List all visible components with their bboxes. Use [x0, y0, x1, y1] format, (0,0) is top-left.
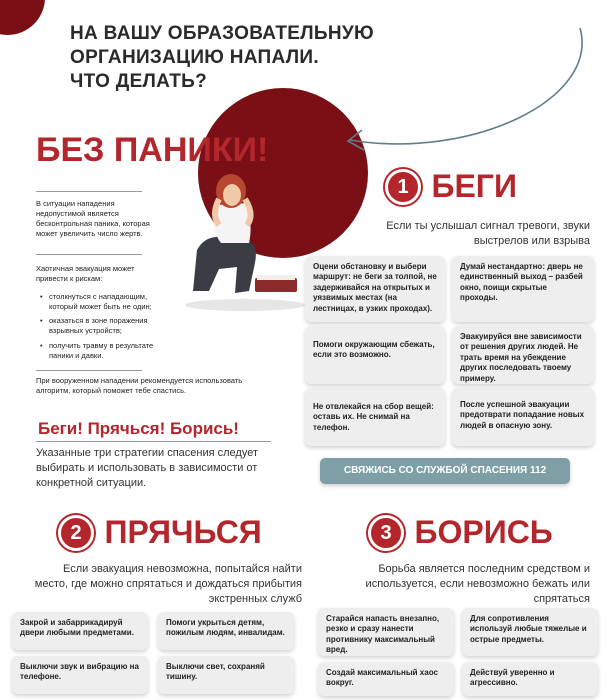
list-item: • оказаться в зоне поражения взрывных устройств;: [40, 316, 168, 336]
fight-card: Старайся напасть внезапно, резко и сразу нанести противнику максимальный вред.: [318, 608, 454, 656]
list-item: • столкнуться с нападающим, который может быть не один;: [40, 292, 168, 312]
divider: [36, 370, 142, 371]
run-card: Не отвлекайся на сбор вещей: оставь их. Не снимай на телефон.: [305, 388, 445, 446]
fight-title: БОРИСЬ: [414, 514, 553, 550]
hide-card: Закрой и забаррикадируй двери любыми предметами.: [12, 612, 148, 650]
hide-card: Выключи звук и вибрацию на телефоне.: [12, 656, 148, 694]
run-subtitle: Если ты услышал сигнал тревоги, звуки выстрелов или взрыва: [386, 220, 590, 247]
step-number-badge: 1: [385, 169, 421, 205]
title-line: НА ВАШУ ОБРАЗОВАТЕЛЬНУЮ: [70, 23, 374, 44]
run-card: Думай нестандартно: дверь не единственный выход – разбей окно, поищи скрытые проходы.: [452, 256, 594, 322]
fight-card: Создай максимальный хаос вокруг.: [318, 662, 454, 696]
step-number-badge: 3: [368, 515, 404, 551]
risks-intro: Хаотичная эвакуация может привести к рискам:: [36, 264, 135, 284]
divider: [36, 441, 271, 442]
title-line: ЧТО ДЕЛАТЬ?: [70, 70, 208, 92]
intro-paragraph: В ситуации нападения недопустимой является бесконтрольная паника, которая может увеличить число жертв.: [36, 199, 150, 239]
main-heading: БЕЗ ПАНИКИ!: [36, 131, 269, 169]
step-number-badge: 2: [58, 515, 94, 551]
divider: [36, 191, 142, 192]
run-card: После успешной эвакуации предотврати попадание новых людей в опасную зону.: [452, 388, 594, 446]
title-line: ОРГАНИЗАЦИЮ НАПАЛИ.: [70, 46, 319, 68]
hide-heading: [58, 514, 262, 551]
fight-card: Для сопротивления используй любые тяжелые и острые предметы.: [462, 608, 598, 656]
run-card: Помоги окружающим сбежать, если это возможно.: [305, 326, 445, 384]
divider: [36, 254, 142, 255]
run-card: Эвакуируйся вне зависимости от решения других людей. Не трать время на убеждение других последовать твоему примеру.: [452, 326, 594, 384]
fight-heading: [368, 514, 553, 551]
run-title: БЕГИ: [431, 168, 517, 204]
hide-card: Помоги укрыться детям, пожилым людям, инвалидам.: [158, 612, 294, 650]
hide-card: Выключи свет, сохраняй тишину.: [158, 656, 294, 694]
run-card: Оцени обстановку и выбери маршрут: не беги за толпой, не задерживайся на открытых и уязвимых местах (на лестницах, в узких проходах).: [305, 256, 445, 322]
panicking-woman-illustration: [175, 165, 315, 315]
corner-circle-decor: [0, 0, 45, 35]
emergency-call-button[interactable]: СВЯЖИСЬ СО СЛУЖБОЙ СПАСЕНИЯ 112: [320, 458, 570, 484]
algorithm-paragraph: При вооруженном нападении рекомендуется использовать алгоритм, который поможет тебе спастись.: [36, 376, 243, 396]
slogan-text: Указанные три стратегии спасения следует выбирать и использовать в зависимости от конкретной ситуации.: [36, 447, 259, 489]
run-heading: [385, 168, 517, 205]
list-item: • получить травму в результате паники и давки.: [40, 341, 168, 361]
page-title: [70, 22, 374, 93]
slogan-title: Беги! Прячься! Борись!: [38, 419, 239, 438]
risks-list: [40, 292, 168, 361]
hide-subtitle: Если эвакуация невозможна, попытайся найти место, где можно спрятаться и дождаться прибытия экстренных служб: [34, 563, 302, 605]
fight-subtitle: Борьба является последним средством и используется, если невозможно бежать или спрятаться: [365, 563, 590, 605]
hide-title: ПРЯЧЬСЯ: [104, 514, 262, 550]
fight-card: Действуй уверенно и агрессивно.: [462, 662, 598, 696]
